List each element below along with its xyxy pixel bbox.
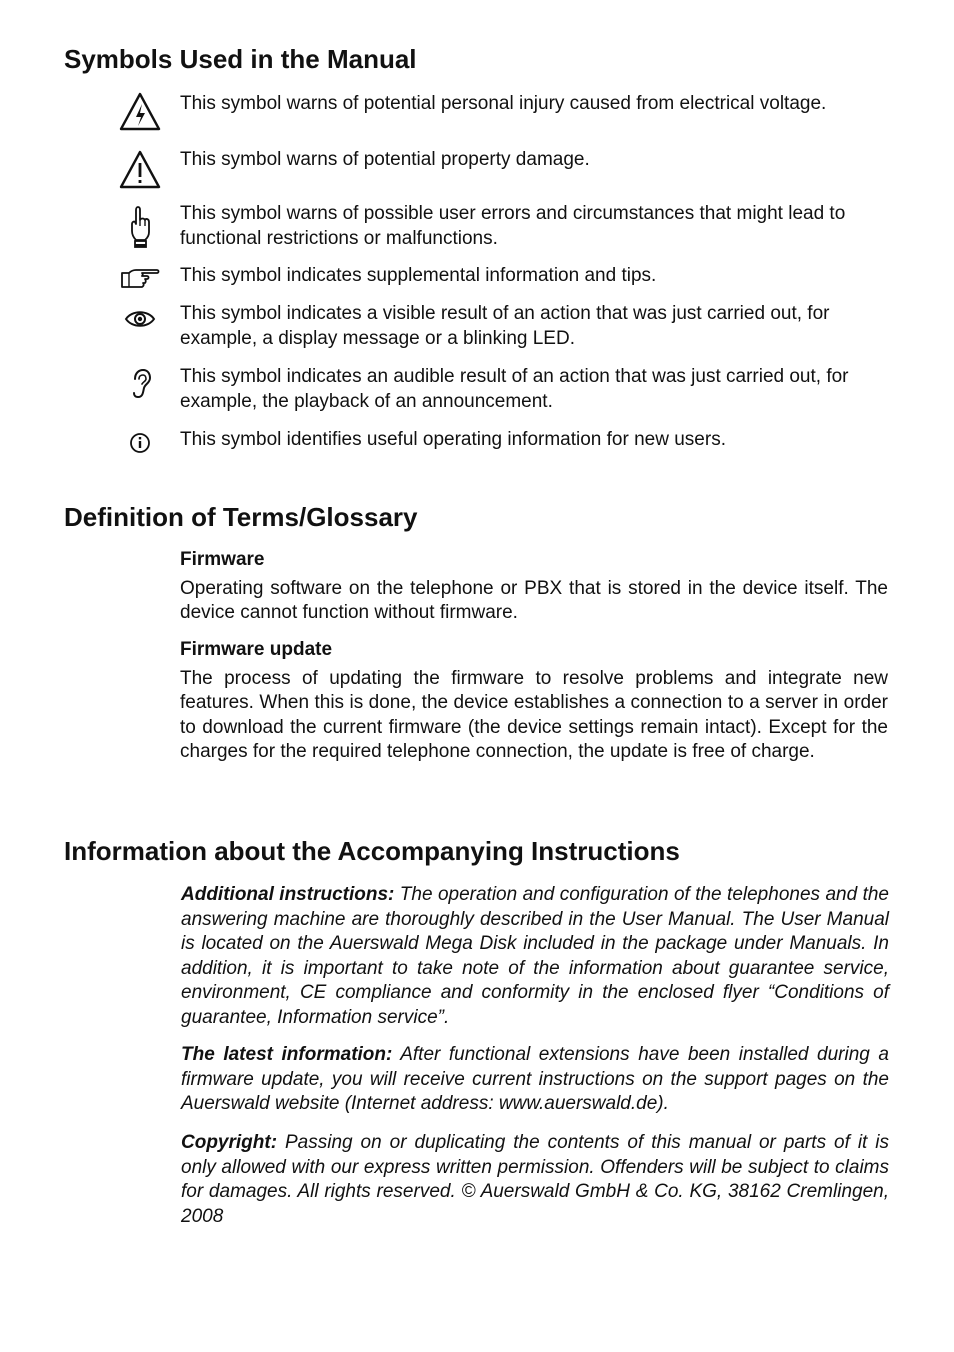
glossary-definition: Operating software on the telephone or PBX that is stored in the device itself. The device cannot function without firmware. [180,577,888,623]
info-paragraph-text: After functional extensions have been installed during a firmware update, you will receive current instructions on the support pages on the Auerswald website (Internet address: www.auerswald.de). [181,1044,889,1114]
symbol-description: This symbol indicates supplemental information and tips. [180,265,657,286]
info-paragraph-lead: Additional instructions: [181,884,395,905]
info-paragraph [181,1043,889,1117]
glossary-entry [180,638,888,765]
symbol-description: This symbol indicates an audible result of an action that was just carried out, for example, the playback of an announcement. [180,366,849,412]
raised-finger-hand-icon [110,204,170,250]
glossary-term: Firmware update [180,639,333,660]
glossary-definition: The process of updating the firmware to resolve problems and integrate new features. When this is done, the device establishes a connection to a server in order to download the current firmware (the device settings remain intact). Except for the charges for the required telephone connection, the update is free of charge. [180,667,888,762]
info-paragraph-lead: Copyright: [181,1132,278,1153]
symbol-description: This symbol warns of potential personal injury caused from electrical voltage. [180,93,827,114]
ear-icon [110,367,170,413]
symbol-description: This symbol identifies useful operating information for new users. [180,429,726,450]
symbol-description: This symbol warns of possible user errors and circumstances that might lead to functional restrictions or malfunctions. [180,203,846,249]
glossary-term: Firmware [180,549,265,570]
glossary-entry [180,548,888,626]
eye-icon [110,306,170,352]
electrical-warning-icon [110,90,170,136]
info-paragraph-text: Passing on or duplicating the contents of this manual or parts of it is only allowed with our express written permission. Offenders will be subject to claims for damages. All rights reserved. © Auerswald GmbH & Co. KG, 38162 Cremlingen, 2008 [181,1132,889,1227]
symbol-description: This symbol indicates a visible result of an action that was just carried out, for example, a display message or a blinking LED. [180,303,830,349]
info-paragraph-text: The operation and configuration of the telephones and the answering machine are thoroughly described in the User Manual. The User Manual is located on the Auerswald Mega Disk included in the package under Manuals. In addition, it is important to take note of the information about guarantee service, environment, CE compliance and conformity in the enclosed flyer “Conditions of guarantee, Information service”. [181,884,889,1028]
symbols-heading: Symbols Used in the Manual [64,44,417,74]
glossary-heading: Definition of Terms/Glossary [64,502,418,532]
information-heading: Information about the Accompanying Instructions [64,836,680,866]
info-circle-icon [110,430,170,476]
warning-triangle-icon [110,148,170,194]
info-paragraph [181,1131,889,1229]
info-paragraph-lead: The latest information: [181,1044,393,1065]
info-paragraph [181,883,889,1030]
symbol-description: This symbol warns of potential property damage. [180,149,590,170]
